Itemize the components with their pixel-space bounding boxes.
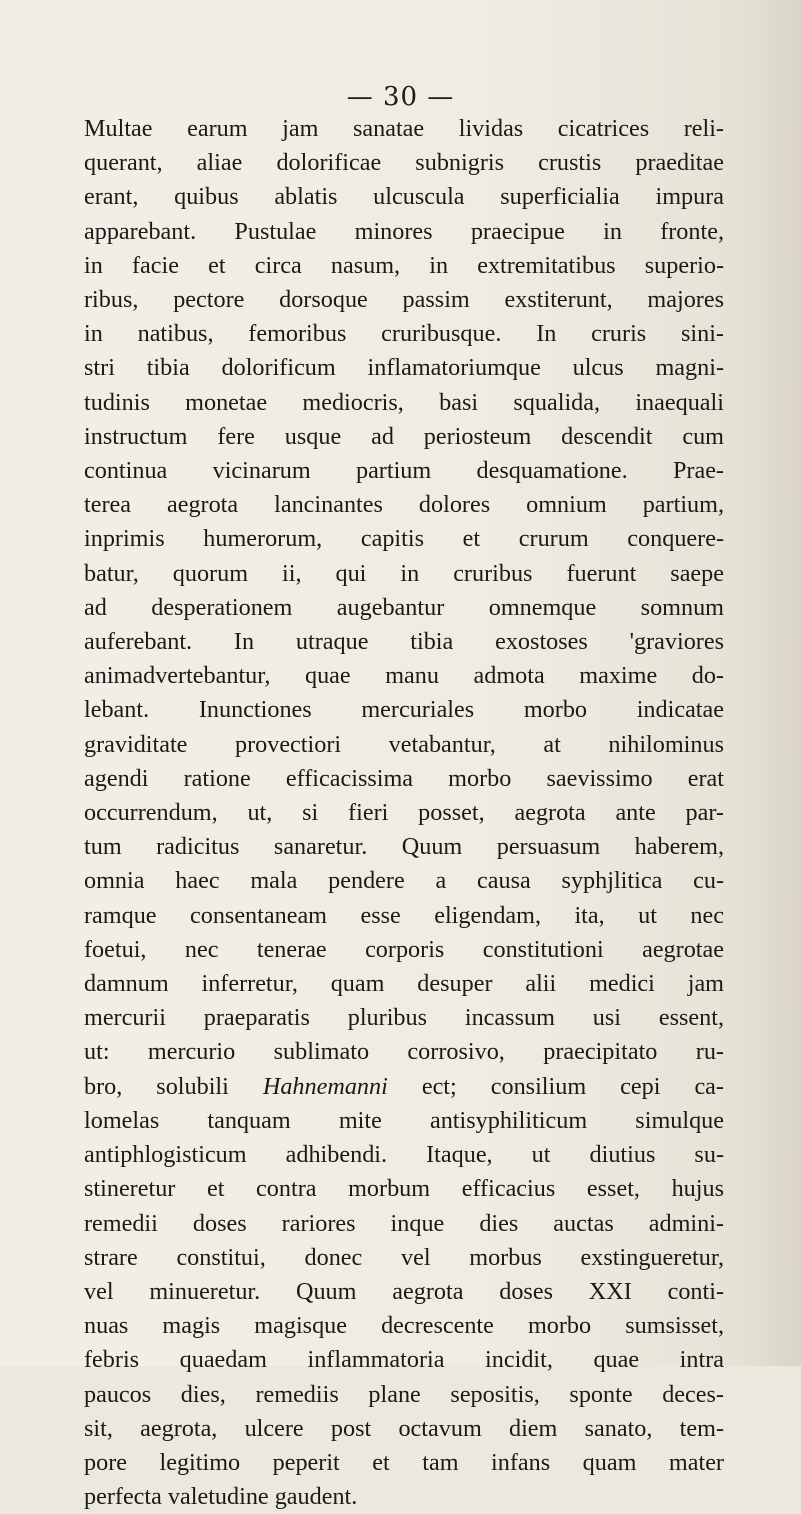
text-line: agendi ratione efficacissima morbo saevissimo erat [84,764,724,792]
text-line: remedii doses rariores inque dies auctas admini- [84,1209,724,1237]
text-line: tudinis monetae mediocris, basi squalida, inaequali [84,388,724,416]
italic-name: Hahnemanni [262,1072,388,1100]
text-line: antiphlogisticum adhibendi. Itaque, ut diutius su- [84,1141,724,1169]
text-line: terea aegrota lancinantes dolores omnium partium, [84,491,724,519]
text-line: vel minueretur. Quum aegrota doses XXI conti- [84,1277,724,1305]
text-line: damnum inferretur, quam desuper alii medici jam [84,970,724,998]
text-line: ad desperationem augebantur omnemque somnum [84,593,724,621]
text-line: sit, aegrota, ulcere post octavum diem sanato, tem- [84,1414,724,1442]
text-line: stri tibia dolorificum inflamatoriumque ulcus magni- [84,354,724,382]
text-line: ribus, pectore dorsoque passim exstiterunt, majores [84,286,724,314]
text-line: lebant. Inunctiones mercuriales morbo indicatae [84,696,724,724]
text-line: omnia haec mala pendere a causa syphjlitica cu- [84,867,724,895]
body-text [84,112,724,1514]
text-line: mercurii praeparatis pluribus incassum usi essent, [84,1004,724,1032]
text-line: perfecta valetudine gaudent. [84,1483,358,1511]
text-line: Multae earum jam sanatae lividas cicatrices reli- [84,115,724,142]
text-line: stineretur et contra morbum efficacius esset, hujus [84,1175,724,1203]
text-line: pore legitimo peperit et tam infans quam mater [84,1448,724,1476]
text-line: instructum fere usque ad periosteum descendit cum [84,422,724,450]
text-line: ut: mercurio sublimato corrosivo, praecipitato ru- [84,1038,724,1066]
text-line: inprimis humerorum, capitis et crurum conquere- [84,525,724,553]
text-line: lomelas tanquam mite antisyphiliticum simulque [84,1106,724,1134]
page-number: — 30 — [346,82,455,112]
text-line: continua vicinarum partium desquamatione. Prae- [84,457,724,485]
text-line [84,1070,724,1104]
text-line: paucos dies, remediis plane sepositis, sponte deces- [84,1380,724,1408]
text-line: in natibus, femoribus cruribusque. In cruris sini- [84,320,724,348]
text-line: auferebant. In utraque tibia exostoses 'graviores [84,628,724,656]
text-line: batur, quorum ii, qui in cruribus fuerunt saepe [84,559,724,587]
text-line: querant, aliae dolorificae subnigris crustis praeditae [84,149,724,177]
text-line: tum radicitus sanaretur. Quum persuasum haberem, [84,833,724,861]
text-line: erant, quibus ablatis ulcuscula superficialia impura [84,183,724,211]
text-line: apparebant. Pustulae minores praecipue in fronte, [84,217,724,245]
text-line: strare constitui, donec vel morbus exstingueretur, [84,1243,724,1271]
text-segment: ect; consilium cepi ca- [387,1072,724,1100]
text-line: animadvertebantur, quae manu admota maxime do- [84,662,724,690]
text-line: foetui, nec tenerae corporis constitutioni aegrotae [84,935,724,963]
text-line: graviditate provectiori vetabantur, at nihilominus [84,730,724,758]
text-segment: bro, solubili [84,1072,263,1100]
text-line: febris quaedam inflammatoria incidit, quae intra [84,1346,724,1374]
text-line: in facie et circa nasum, in extremitatibus superio- [84,251,724,279]
text-line: ramque consentaneam esse eligendam, ita, ut nec [84,901,724,929]
text-line: occurrendum, ut, si fieri posset, aegrota ante par- [84,799,724,827]
text-line: nuas magis magisque decrescente morbo sumsisset, [84,1312,724,1340]
